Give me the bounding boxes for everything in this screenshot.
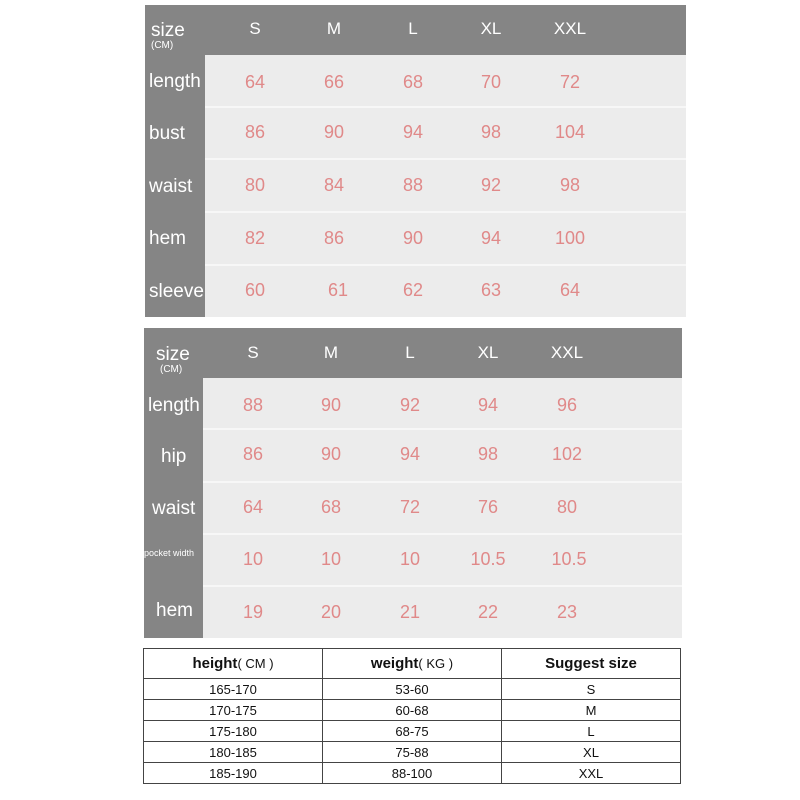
- bottom-size-s: S: [247, 343, 259, 362]
- top-row-label-sleeve: sleeve: [149, 281, 204, 302]
- top-cell: 86: [244, 122, 266, 142]
- bottom-cell: 90: [320, 395, 342, 415]
- top-cell: 64: [559, 280, 581, 300]
- top-cell: 61: [327, 280, 349, 300]
- bottom-cell: 102: [551, 444, 583, 464]
- top-cell: 62: [402, 280, 424, 300]
- top-cell: 80: [244, 175, 266, 195]
- height-cell: 165-170: [144, 679, 323, 700]
- weight-cell: 53-60: [323, 679, 502, 700]
- bottom-cell: 21: [399, 602, 421, 622]
- bottom-cell: 68: [320, 497, 342, 517]
- top-size-xxl: XXL: [553, 19, 587, 38]
- bottom-cell: 64: [242, 497, 264, 517]
- bottom-cell: 20: [320, 602, 342, 622]
- weight-cell: 88-100: [323, 763, 502, 784]
- size-cell: S: [502, 679, 681, 700]
- top-cell: 88: [402, 175, 424, 195]
- bottom-cell: 19: [242, 602, 264, 622]
- bottom-cell: 94: [399, 444, 421, 464]
- bottom-row-label-length: length: [148, 395, 200, 416]
- bottom-size-label: [156, 345, 190, 375]
- top-cell: 70: [480, 72, 502, 92]
- top-unit-label: (CM): [151, 40, 174, 51]
- top-cell: 84: [323, 175, 345, 195]
- weight-cell: 60-68: [323, 700, 502, 721]
- weight-cell: 68-75: [323, 721, 502, 742]
- table-row: [144, 721, 681, 742]
- top-row-label-waist: waist: [149, 176, 193, 197]
- top-cell: 86: [323, 228, 345, 248]
- top-cell: 90: [402, 228, 424, 248]
- bottom-cell: 72: [399, 497, 421, 517]
- weight-cell: 75-88: [323, 742, 502, 763]
- top-cell: 60: [244, 280, 266, 300]
- top-cell: 82: [244, 228, 266, 248]
- top-size-title: size: [151, 20, 185, 41]
- top-cell: 68: [402, 72, 424, 92]
- top-cell: 63: [480, 280, 502, 300]
- bottom-size-xxl: XXL: [550, 343, 584, 362]
- top-size-l: L: [408, 19, 418, 38]
- height-cell: 175-180: [144, 721, 323, 742]
- bottom-size-xl: XL: [477, 343, 499, 362]
- height-cell: 180-185: [144, 742, 323, 763]
- bottom-cell: 10: [399, 549, 421, 569]
- size-suggestion-table: [143, 648, 681, 784]
- suggest-size-header: Suggest size: [502, 649, 681, 679]
- bottom-size-table: [144, 328, 682, 638]
- top-cell: 66: [323, 72, 345, 92]
- bottom-cell: 23: [556, 602, 578, 622]
- suggestion-header-row: [144, 649, 681, 679]
- top-cell: 100: [554, 228, 586, 248]
- top-cell: 98: [559, 175, 581, 195]
- bottom-cell: 96: [556, 395, 578, 415]
- top-cell: 104: [554, 122, 586, 142]
- size-cell: M: [502, 700, 681, 721]
- weight-header-unit: ( KG ): [418, 656, 454, 671]
- top-cell: 98: [480, 122, 502, 142]
- bottom-cell: 22: [477, 602, 499, 622]
- height-header: [144, 649, 323, 679]
- bottom-header-bar: [144, 328, 682, 378]
- weight-header-label: weight: [370, 655, 419, 672]
- top-cell: 72: [559, 72, 581, 92]
- top-cell: 64: [244, 72, 266, 92]
- bottom-cell: 92: [399, 395, 421, 415]
- top-cell: 92: [480, 175, 502, 195]
- bottom-cell: 10.5: [470, 549, 506, 569]
- height-header-label: height: [192, 655, 238, 672]
- top-cell: 94: [402, 122, 424, 142]
- bottom-cell: 80: [556, 497, 578, 517]
- height-cell: 185-190: [144, 763, 323, 784]
- table-row: [144, 742, 681, 763]
- top-row-label-length: length: [149, 71, 201, 92]
- top-size-m: M: [326, 19, 342, 38]
- table-row: [144, 679, 681, 700]
- height-cell: 170-175: [144, 700, 323, 721]
- top-size-s: S: [249, 19, 261, 38]
- bottom-size-l: L: [405, 343, 415, 362]
- bottom-row-label-pocket-width: pocket width: [144, 548, 195, 558]
- top-size-label: [151, 21, 185, 51]
- bottom-cell: 10.5: [551, 549, 587, 569]
- size-cell: L: [502, 721, 681, 742]
- bottom-cell: 98: [477, 444, 499, 464]
- table-row: [144, 700, 681, 721]
- top-row-label-hem: hem: [149, 228, 186, 249]
- bottom-cell: 76: [477, 497, 499, 517]
- height-header-unit: ( CM ): [237, 656, 274, 671]
- top-size-xl: XL: [480, 19, 502, 38]
- top-cell: 94: [480, 228, 502, 248]
- bottom-row-label-hem: hem: [156, 600, 193, 621]
- bottom-unit-label: (CM): [160, 364, 183, 375]
- weight-header: [323, 649, 502, 679]
- size-cell: XL: [502, 742, 681, 763]
- top-header-bar: [145, 5, 686, 55]
- top-size-table: [145, 5, 686, 317]
- bottom-cell: 88: [242, 395, 264, 415]
- size-cell: XXL: [502, 763, 681, 784]
- bottom-row-label-hip: hip: [161, 446, 187, 467]
- bottom-cell: 10: [242, 549, 264, 569]
- bottom-size-m: M: [323, 343, 339, 362]
- bottom-cell: 90: [320, 444, 342, 464]
- top-row-label-bust: bust: [149, 123, 185, 144]
- table-row: [144, 763, 681, 784]
- bottom-cell: 86: [242, 444, 264, 464]
- bottom-row-label-waist: waist: [152, 498, 196, 519]
- top-cell: 90: [323, 122, 345, 142]
- bottom-size-title: size: [156, 344, 190, 365]
- bottom-cell: 94: [477, 395, 499, 415]
- bottom-cell: 10: [320, 549, 342, 569]
